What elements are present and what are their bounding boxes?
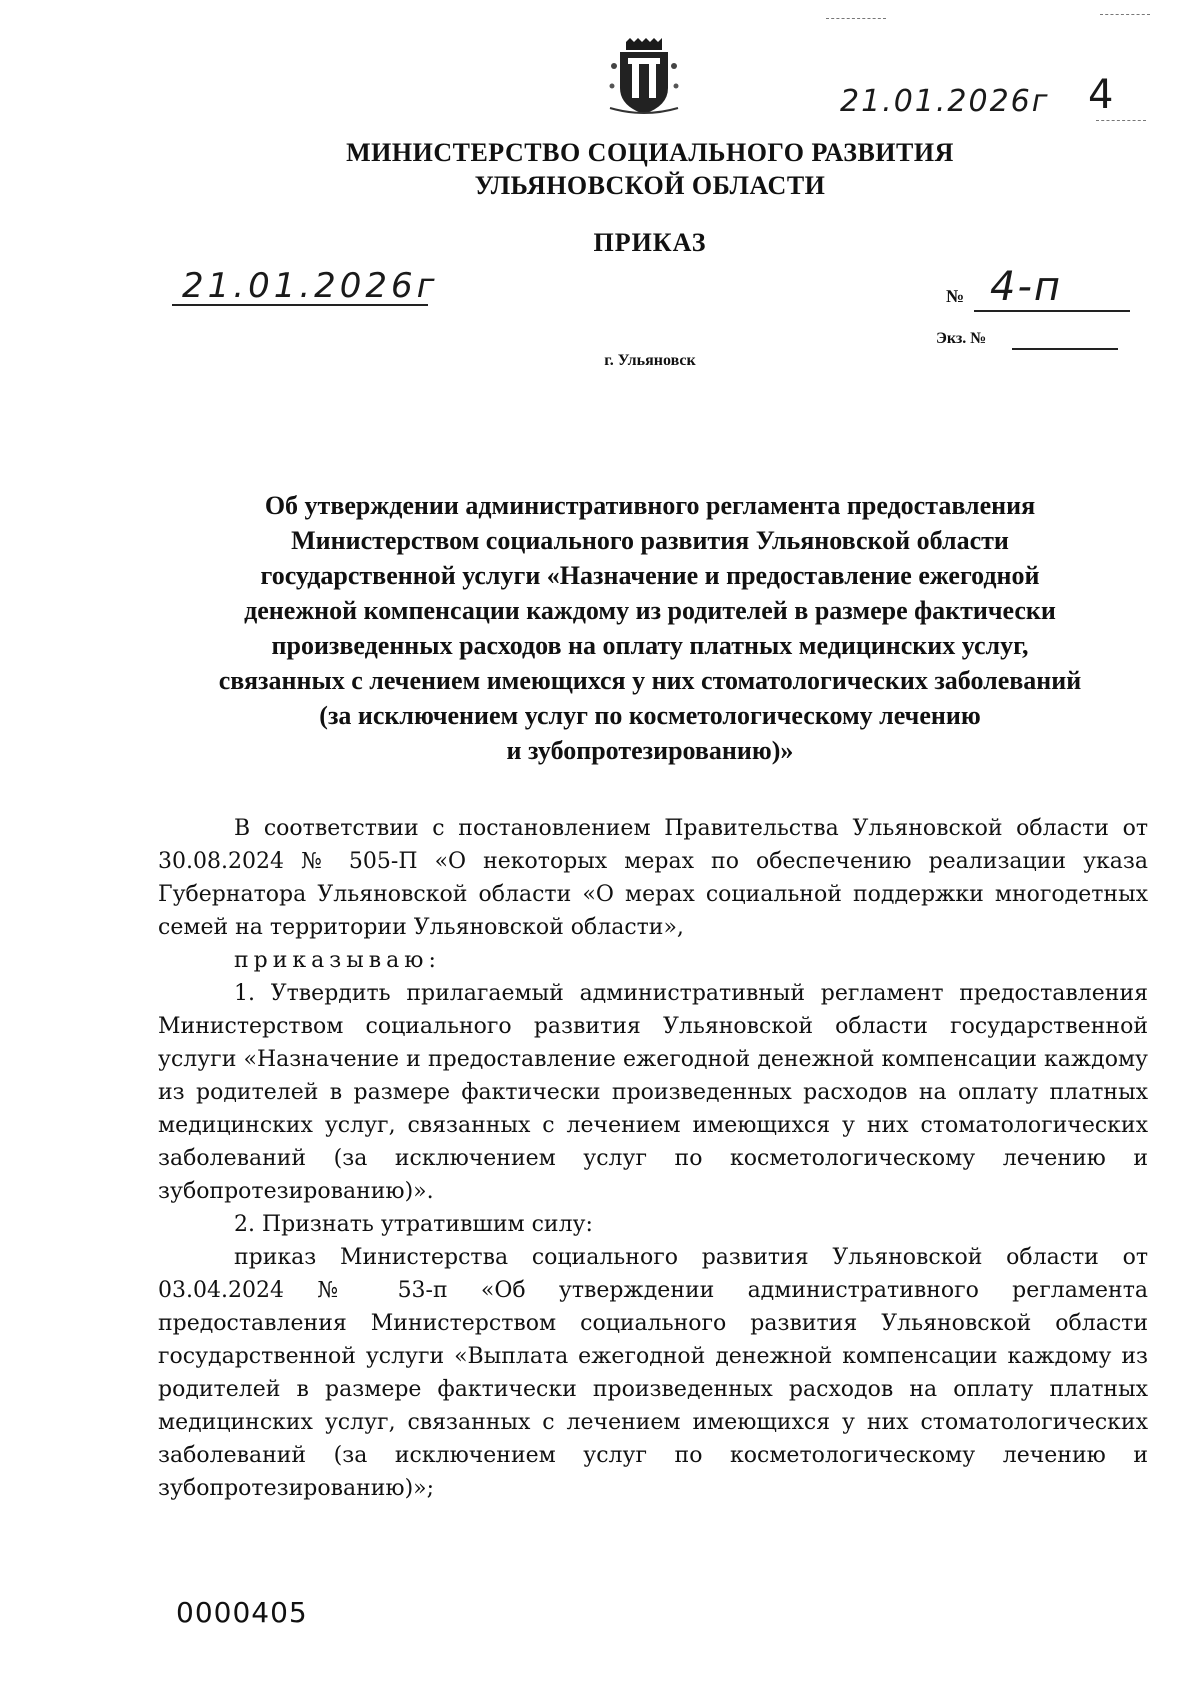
item-1: 1. Утвердить прилагаемый административный регламент предоставления Министерством социального развития Ульяновской области государственной услуги «Назначение и предоставление ежегодной денежной компенсации каждому из родителей в размере фактически произведенных расходов на оплату платных медицинских услуг, связанных с лечением имеющихся у них стоматологических заболеваний (за исключением услуг по косметологическому лечению и зубопротезированию)». [158,981,1148,1204]
date-underline [172,304,428,306]
order-body [158,812,1148,1505]
scan-mark [1100,14,1150,15]
coat-of-arms-emblem-icon [606,36,682,118]
subject-line: Об утверждении административного регламента предоставления [264,491,1036,520]
subject-line: Министерством социального развития Ульяновской области [291,526,1009,555]
order-date: 21.01.2026г [182,266,439,306]
item-2-text: приказ Министерства социального развития Ульяновской области от 03.04.2024 № 53-п «Об утверждении административного регламента предоставления Министерством социального развития Ульяновской области государственной услуги «Выплата ежегодной денежной компенсации каждому из родителей в размере фактически произведенных расходов на оплату платных медицинских услуг, связанных с лечением имеющихся у них стоматологических заболеваний (за исключением услуг по косметологическому лечению и зубопротезированию)»; [158,1245,1148,1501]
copy-underline [1012,348,1118,350]
copy-number-label: Экз. № [936,330,987,347]
scan-mark [826,18,886,19]
ministry-line-1: МИНИСТЕРСТВО СОЦИАЛЬНОГО РАЗВИТИЯ [346,138,954,167]
preamble: В соответствии с постановлением Правительства Ульяновской области от 30.08.2024 № 505-П «О некоторых мерах по обеспечению реализации указа Губернатора Ульяновской области «О мерах социальной поддержки многодетных семей на территории Ульяновской области», [158,816,1148,940]
subject-line: государственной услуги «Назначение и предоставление ежегодной [260,561,1040,590]
subject-line: денежной компенсации каждому из родителей в размере фактически [244,596,1056,625]
subject-line: и зубопротезированию)» [506,736,794,765]
order-number-label: № [946,286,965,306]
stamp-date: 21.01.2026г [840,84,1050,119]
number-underline [974,310,1130,312]
document-code: 0000405 [176,1596,308,1629]
subject-line: произведенных расходов на оплату платных медицинских услуг, [271,631,1029,660]
city: г. Ульяновск [604,352,696,369]
ministry-line-2: УЛЬЯНОВСКОЙ ОБЛАСТИ [474,171,826,200]
subject-line: (за исключением услуг по косметологическому лечению [319,701,981,730]
scan-mark [1096,120,1146,121]
order-subject [150,488,1150,768]
order-number: 4-п [990,264,1063,310]
order-title: ПРИКАЗ [593,228,707,257]
stamp-number: 4 [1088,72,1116,118]
subject-line: связанных с лечением имеющихся у них стоматологических заболеваний [218,666,1082,695]
ministry-name [0,136,1200,202]
item-2: 2. Признать утратившим силу: [234,1212,593,1237]
order-word: приказываю: [234,948,441,973]
